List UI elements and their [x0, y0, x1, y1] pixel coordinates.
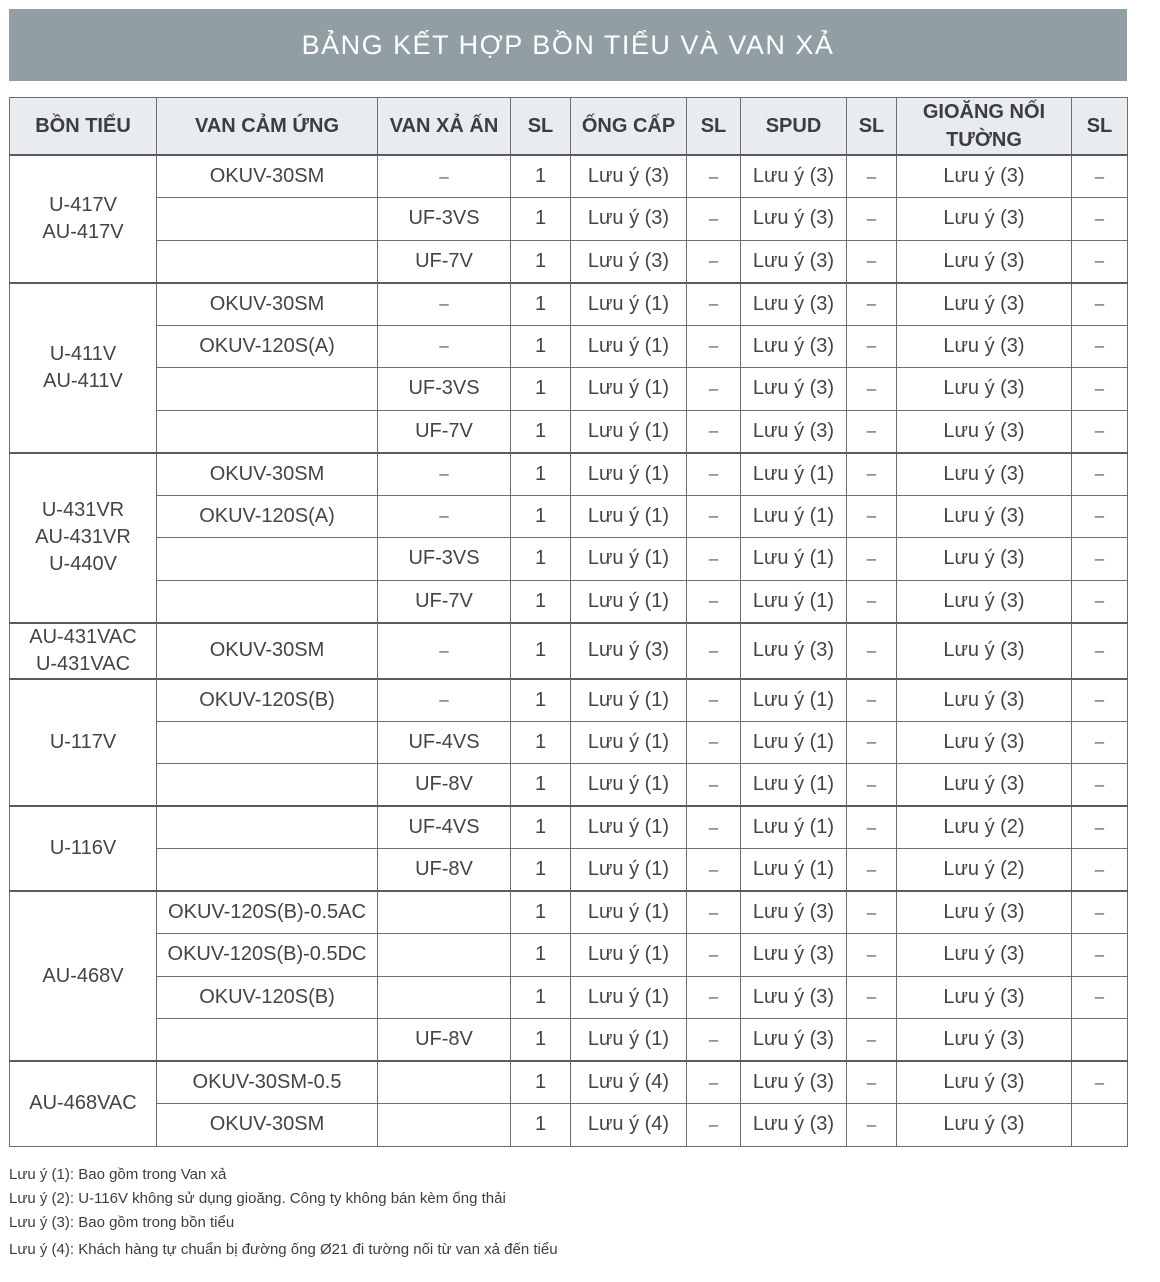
table-cell: Lưu ý (3) — [897, 721, 1072, 764]
table-cell: – — [687, 325, 741, 368]
table-cell: – — [847, 580, 897, 623]
table-cell: – — [847, 976, 897, 1019]
col-header-urinal: BỒN TIỂU — [10, 98, 157, 156]
table-cell: UF-8V — [378, 764, 511, 807]
table-cell: Lưu ý (3) — [571, 198, 687, 241]
table-cell — [157, 580, 378, 623]
table-cell: 1 — [511, 976, 571, 1019]
table-cell: – — [687, 495, 741, 538]
table-cell: 1 — [511, 806, 571, 849]
table-cell: OKUV-120S(A) — [157, 495, 378, 538]
page-title: BẢNG KẾT HỢP BỒN TIỂU VÀ VAN XẢ — [301, 29, 835, 60]
table-row — [10, 538, 1128, 581]
table-cell: Lưu ý (3) — [741, 976, 847, 1019]
table-cell: UF-3VS — [378, 198, 511, 241]
table-cell: Lưu ý (3) — [741, 1019, 847, 1062]
table-cell: – — [687, 240, 741, 283]
table-cell: UF-4VS — [378, 721, 511, 764]
table-cell: – — [847, 1019, 897, 1062]
table-cell: OKUV-120S(A) — [157, 325, 378, 368]
table-cell: Lưu ý (1) — [571, 580, 687, 623]
table-cell: – — [847, 806, 897, 849]
table-cell: – — [847, 1104, 897, 1147]
table-cell: Lưu ý (3) — [897, 155, 1072, 198]
table-cell: 1 — [511, 934, 571, 977]
table-cell: UF-8V — [378, 1019, 511, 1062]
table-cell: Lưu ý (3) — [741, 891, 847, 934]
table-cell: OKUV-120S(B) — [157, 976, 378, 1019]
table-cell: – — [687, 849, 741, 892]
table-cell: Lưu ý (3) — [897, 764, 1072, 807]
table-cell: 1 — [511, 325, 571, 368]
table-cell: Lưu ý (3) — [741, 155, 847, 198]
table-cell: Lưu ý (3) — [741, 368, 847, 411]
table-cell: – — [687, 679, 741, 722]
table-cell: Lưu ý (2) — [897, 806, 1072, 849]
table-row — [10, 806, 1128, 849]
table-cell: Lưu ý (1) — [741, 721, 847, 764]
table-cell: – — [687, 1104, 741, 1147]
table-cell: – — [847, 721, 897, 764]
table-cell: Lưu ý (3) — [897, 679, 1072, 722]
table-cell: Lưu ý (1) — [571, 453, 687, 496]
table-cell: 1 — [511, 1019, 571, 1062]
urinal-model-name: U-117V — [49, 730, 117, 753]
table-cell: 1 — [511, 495, 571, 538]
table-cell: – — [687, 806, 741, 849]
table-cell: – — [847, 283, 897, 326]
table-cell: – — [687, 155, 741, 198]
urinal-model-name: U-417V — [49, 193, 117, 216]
table-cell: 1 — [511, 198, 571, 241]
table-cell: – — [847, 623, 897, 679]
table-cell: – — [687, 283, 741, 326]
table-row — [10, 368, 1128, 411]
note-4: Lưu ý (4): Khách hàng tự chuẩn bị đường ống Ø21 đi tường nối từ van xả đến tiểu — [9, 1241, 558, 1258]
table-cell — [157, 764, 378, 807]
col-header-wall-gasket: GIOĂNG NỐI TƯỜNG — [897, 98, 1072, 156]
table-cell: – — [847, 934, 897, 977]
table-cell: – — [1072, 283, 1128, 326]
table-cell — [378, 934, 511, 977]
table-cell: OKUV-30SM — [157, 1104, 378, 1147]
table-cell: – — [687, 764, 741, 807]
table-cell: – — [847, 495, 897, 538]
table-cell: – — [378, 325, 511, 368]
table-cell: Lưu ý (1) — [741, 538, 847, 581]
table-cell: Lưu ý (3) — [897, 240, 1072, 283]
table-cell: Lưu ý (1) — [571, 1019, 687, 1062]
urinal-model-cell — [10, 623, 157, 679]
table-cell — [378, 1061, 511, 1104]
table-cell — [378, 891, 511, 934]
table-cell: – — [847, 368, 897, 411]
table-cell: OKUV-30SM — [157, 283, 378, 326]
urinal-model-cell — [10, 155, 157, 283]
table-row — [10, 155, 1128, 198]
table-cell: Lưu ý (1) — [741, 679, 847, 722]
table-cell: UF-3VS — [378, 368, 511, 411]
note-3: Lưu ý (3): Bao gồm trong bồn tiểu — [9, 1214, 235, 1231]
urinal-model-name: U-440V — [49, 553, 117, 575]
table-cell: – — [1072, 580, 1128, 623]
table-cell: Lưu ý (1) — [741, 495, 847, 538]
table-cell: – — [847, 679, 897, 722]
table-cell: 1 — [511, 679, 571, 722]
table-cell: – — [1072, 679, 1128, 722]
table-cell: 1 — [511, 410, 571, 453]
table-cell: UF-8V — [378, 849, 511, 892]
header-row — [10, 98, 1128, 156]
table-cell: Lưu ý (3) — [897, 1019, 1072, 1062]
table-cell: 1 — [511, 1061, 571, 1104]
table-cell: – — [847, 453, 897, 496]
table-row — [10, 721, 1128, 764]
table-cell: – — [1072, 891, 1128, 934]
table-cell: 1 — [511, 891, 571, 934]
table-cell: Lưu ý (1) — [741, 849, 847, 892]
table-cell: – — [378, 623, 511, 679]
urinal-model-name: U-431VR — [41, 499, 125, 521]
table-cell: Lưu ý (1) — [741, 580, 847, 623]
table-cell: OKUV-30SM — [157, 155, 378, 198]
table-cell — [157, 410, 378, 453]
table-cell: Lưu ý (3) — [897, 580, 1072, 623]
table-cell — [1072, 1019, 1128, 1062]
table-cell: Lưu ý (1) — [571, 934, 687, 977]
table-cell: – — [687, 891, 741, 934]
table-cell: – — [847, 849, 897, 892]
table-cell — [157, 240, 378, 283]
table-cell: – — [687, 1019, 741, 1062]
table-row — [10, 1104, 1128, 1147]
table-cell — [378, 976, 511, 1019]
table-cell: Lưu ý (1) — [571, 976, 687, 1019]
urinal-model-cell — [10, 453, 157, 623]
table-row — [10, 623, 1128, 679]
table-cell: – — [1072, 623, 1128, 679]
urinal-model-cell — [10, 679, 157, 807]
table-cell: – — [687, 721, 741, 764]
table-cell: Lưu ý (3) — [741, 283, 847, 326]
urinal-model-name: U-116V — [49, 837, 117, 859]
table-cell: Lưu ý (1) — [571, 806, 687, 849]
note-2: Lưu ý (2): U-116V không sử dụng gioăng. Công ty không bán kèm ống thải — [9, 1190, 506, 1207]
table-row — [10, 240, 1128, 283]
table-cell: UF-4VS — [378, 806, 511, 849]
table-cell: 1 — [511, 368, 571, 411]
table-cell: OKUV-30SM — [157, 623, 378, 679]
table-cell: OKUV-30SM — [157, 453, 378, 496]
table-cell: Lưu ý (1) — [571, 764, 687, 807]
table-cell: Lưu ý (3) — [897, 891, 1072, 934]
urinal-model-name: AU-468VAC — [29, 1092, 137, 1115]
table-cell: – — [687, 368, 741, 411]
table-cell: – — [1072, 976, 1128, 1019]
table-cell: Lưu ý (1) — [571, 368, 687, 411]
table-cell: UF-7V — [378, 240, 511, 283]
table-cell: OKUV-120S(B) — [157, 679, 378, 722]
table-cell: – — [847, 538, 897, 581]
table-cell: Lưu ý (1) — [741, 764, 847, 807]
table-row — [10, 934, 1128, 977]
table-cell: – — [687, 623, 741, 679]
table-cell — [157, 538, 378, 581]
table-cell: – — [687, 934, 741, 977]
table-cell: Lưu ý (1) — [741, 453, 847, 496]
table-cell: Lưu ý (1) — [571, 495, 687, 538]
col-header-qty: SL — [847, 98, 897, 156]
table-cell: Lưu ý (1) — [741, 806, 847, 849]
table-cell: – — [847, 1061, 897, 1104]
table-cell: – — [1072, 495, 1128, 538]
table-row — [10, 198, 1128, 241]
urinal-model-name: AU-431VR — [35, 526, 131, 548]
table-cell: Lưu ý (3) — [897, 976, 1072, 1019]
table-cell — [157, 1019, 378, 1062]
table-cell: Lưu ý (1) — [571, 410, 687, 453]
table-cell: Lưu ý (3) — [741, 198, 847, 241]
table-cell: Lưu ý (4) — [571, 1104, 687, 1147]
note-1: Lưu ý (1): Bao gồm trong Van xả — [9, 1166, 227, 1183]
table-row — [10, 325, 1128, 368]
urinal-model-cell — [10, 806, 157, 891]
table-row — [10, 1061, 1128, 1104]
table-cell: Lưu ý (3) — [897, 495, 1072, 538]
table-cell: Lưu ý (3) — [897, 453, 1072, 496]
table-cell: – — [1072, 934, 1128, 977]
table-cell — [157, 849, 378, 892]
table-cell: 1 — [511, 240, 571, 283]
table-row — [10, 764, 1128, 807]
table-cell: – — [1072, 325, 1128, 368]
table-cell: Lưu ý (3) — [741, 623, 847, 679]
col-header-qty: SL — [511, 98, 571, 156]
table-cell: – — [1072, 240, 1128, 283]
table-cell: OKUV-120S(B)-0.5DC — [157, 934, 378, 977]
table-cell: – — [1072, 155, 1128, 198]
col-header-qty: SL — [687, 98, 741, 156]
table-cell: – — [847, 155, 897, 198]
table-cell: UF-3VS — [378, 538, 511, 581]
col-header-supply-pipe: ỐNG CẤP — [571, 98, 687, 156]
table-row — [10, 410, 1128, 453]
table-cell: Lưu ý (3) — [897, 1061, 1072, 1104]
table-cell: – — [378, 283, 511, 326]
table-cell: – — [847, 891, 897, 934]
table-cell: Lưu ý (3) — [571, 240, 687, 283]
urinal-model-name: AU-431VAC — [29, 625, 137, 648]
table-cell: – — [378, 495, 511, 538]
table-cell: Lưu ý (3) — [897, 623, 1072, 679]
table-row — [10, 976, 1128, 1019]
table-row — [10, 679, 1128, 722]
table-cell: Lưu ý (3) — [897, 934, 1072, 977]
table-cell: UF-7V — [378, 580, 511, 623]
table-cell: 1 — [511, 283, 571, 326]
table-cell — [157, 721, 378, 764]
table-row — [10, 1019, 1128, 1062]
col-header-qty: SL — [1072, 98, 1128, 156]
table-cell: Lưu ý (3) — [897, 368, 1072, 411]
urinal-model-name: AU-411V — [43, 369, 123, 392]
table-cell: – — [687, 1061, 741, 1104]
notes-section — [9, 1163, 1127, 1262]
table-cell: – — [1072, 368, 1128, 411]
col-header-sensor-valve: VAN CẢM ỨNG — [157, 98, 378, 156]
table-cell: Lưu ý (3) — [741, 325, 847, 368]
table-cell: – — [687, 453, 741, 496]
table-cell: Lưu ý (3) — [741, 1104, 847, 1147]
table-cell: Lưu ý (1) — [571, 891, 687, 934]
table-cell: Lưu ý (1) — [571, 721, 687, 764]
combination-table — [9, 97, 1128, 1147]
urinal-model-cell — [10, 1061, 157, 1146]
table-cell: – — [1072, 764, 1128, 807]
table-cell: Lưu ý (3) — [571, 155, 687, 198]
table-cell — [378, 1104, 511, 1147]
table-cell: – — [1072, 538, 1128, 581]
table-cell: Lưu ý (4) — [571, 1061, 687, 1104]
table-cell: – — [687, 410, 741, 453]
table-cell: – — [378, 155, 511, 198]
table-cell: Lưu ý (2) — [897, 849, 1072, 892]
table-cell: Lưu ý (3) — [897, 538, 1072, 581]
table-cell: UF-7V — [378, 410, 511, 453]
urinal-model-cell — [10, 283, 157, 453]
table-cell: Lưu ý (3) — [897, 283, 1072, 326]
table-cell: 1 — [511, 538, 571, 581]
table-row — [10, 283, 1128, 326]
table-cell: – — [687, 198, 741, 241]
table-cell: – — [1072, 410, 1128, 453]
table-cell: – — [687, 580, 741, 623]
table-cell: – — [847, 410, 897, 453]
table-row — [10, 580, 1128, 623]
table-title-banner — [9, 9, 1127, 81]
table-cell: OKUV-120S(B)-0.5AC — [157, 891, 378, 934]
col-header-spud: SPUD — [741, 98, 847, 156]
table-cell: Lưu ý (3) — [741, 410, 847, 453]
table-cell: – — [1072, 849, 1128, 892]
table-cell: – — [847, 240, 897, 283]
table-row — [10, 891, 1128, 934]
table-cell: Lưu ý (3) — [897, 198, 1072, 241]
table-cell: – — [1072, 198, 1128, 241]
table-cell — [157, 368, 378, 411]
table-cell: – — [847, 325, 897, 368]
table-cell: 1 — [511, 623, 571, 679]
table-cell: Lưu ý (3) — [897, 325, 1072, 368]
table-cell: – — [687, 538, 741, 581]
table-cell: – — [1072, 806, 1128, 849]
urinal-model-name: AU-417V — [42, 220, 124, 243]
urinal-model-name: U-411V — [49, 342, 117, 365]
table-cell — [1072, 1104, 1128, 1147]
table-cell: Lưu ý (3) — [571, 623, 687, 679]
urinal-model-name: AU-468V — [42, 964, 124, 987]
table-cell: – — [847, 764, 897, 807]
table-cell: Lưu ý (1) — [571, 325, 687, 368]
table-cell: Lưu ý (1) — [571, 679, 687, 722]
table-cell: – — [687, 976, 741, 1019]
table-body — [10, 155, 1128, 1146]
table-cell: 1 — [511, 155, 571, 198]
table-cell: – — [378, 453, 511, 496]
table-cell: Lưu ý (3) — [741, 1061, 847, 1104]
table-cell: 1 — [511, 453, 571, 496]
urinal-model-name: U-431VAC — [35, 652, 131, 675]
table-cell — [157, 806, 378, 849]
table-cell: 1 — [511, 580, 571, 623]
table-cell: 1 — [511, 764, 571, 807]
table-cell: – — [378, 679, 511, 722]
table-cell: – — [1072, 721, 1128, 764]
table-cell: Lưu ý (3) — [897, 410, 1072, 453]
table-cell: Lưu ý (3) — [897, 1104, 1072, 1147]
table-cell: OKUV-30SM-0.5 — [157, 1061, 378, 1104]
table-row — [10, 849, 1128, 892]
col-header-push-valve: VAN XẢ ẤN — [378, 98, 511, 156]
table-cell: Lưu ý (3) — [741, 240, 847, 283]
table-cell: Lưu ý (1) — [571, 538, 687, 581]
table-cell: Lưu ý (1) — [571, 283, 687, 326]
table-cell: – — [847, 198, 897, 241]
urinal-model-cell — [10, 891, 157, 1061]
table-cell: Lưu ý (3) — [741, 934, 847, 977]
table-cell — [157, 198, 378, 241]
table-cell: 1 — [511, 721, 571, 764]
table-cell: 1 — [511, 1104, 571, 1147]
table-cell: – — [1072, 1061, 1128, 1104]
table-row — [10, 495, 1128, 538]
table-cell: – — [1072, 453, 1128, 496]
table-row — [10, 453, 1128, 496]
table-cell: 1 — [511, 849, 571, 892]
table-cell: Lưu ý (1) — [571, 849, 687, 892]
